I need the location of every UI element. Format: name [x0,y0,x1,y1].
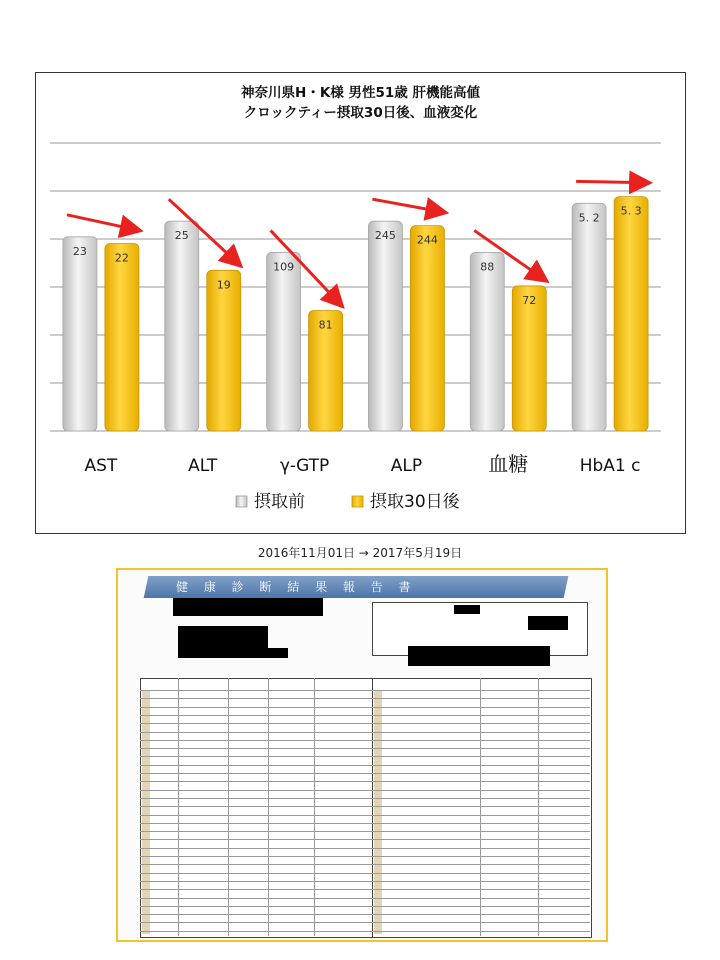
legend-label-after: 摂取30日後 [370,492,460,512]
data-label-before-2: 109 [273,260,295,274]
category-label-0: AST [84,456,118,476]
report-row-line [140,748,590,749]
data-label-after-3: 244 [416,233,438,247]
bar-before-2 [267,252,301,431]
report-column-line [268,678,269,936]
report-row-line [140,881,590,882]
report-row-line [140,848,590,849]
report-row-line [140,815,590,816]
chart-panel [35,72,686,534]
report-row-line [140,798,590,799]
report-row-line [140,898,590,899]
legend-label-before: 摂取前 [254,492,305,512]
legend-swatch-after [352,496,363,507]
data-label-after-4: 72 [522,293,537,307]
report-row-line [140,922,590,923]
report-row-line [140,690,590,691]
redaction-name [173,598,323,616]
report-results-table [140,678,374,938]
report-row-line [140,823,590,824]
report-title: 健 康 診 断 結 果 報 告 書 [176,580,417,594]
change-arrow-5 [576,181,644,182]
bar-before-0 [63,237,97,431]
report-row-line [140,889,590,890]
data-label-before-0: 23 [72,244,87,258]
redaction-id [178,648,288,658]
report-row-line [140,723,590,724]
chart-title-line-2: クロックティー摂取30日後、血液変化 [243,105,478,121]
report-row-line [140,831,590,832]
change-arrow-3 [372,199,440,211]
category-label-3: ALP [390,456,423,476]
health-report-photo [116,568,608,942]
report-row-line [140,906,590,907]
data-label-before-4: 88 [480,260,495,274]
date-range-caption: 2016年11月01日 → 2017年5月19日 [257,546,463,560]
redaction-birthdate [454,605,480,614]
report-row-line [140,864,590,865]
report-row-line [140,931,590,932]
report-row-line [140,914,590,915]
bar-after-1 [207,270,241,431]
report-column-line [314,678,315,936]
data-label-after-1: 19 [216,278,231,292]
bar-after-5 [614,197,648,431]
category-label-4: 血糖 [488,452,529,476]
report-row-line [140,839,590,840]
redaction-address [178,626,268,648]
bar-after-3 [410,226,444,431]
data-label-after-0: 22 [114,251,129,265]
report-row-line [140,781,590,782]
data-label-before-5: 5. 2 [578,211,600,225]
data-label-before-3: 245 [374,229,396,243]
data-label-before-1: 25 [174,229,189,243]
report-row-line [140,707,590,708]
report-column-line [538,678,539,936]
category-label-5: HbA1 c [579,456,641,476]
bar-before-3 [368,221,402,431]
report-column-line [228,678,229,936]
report-row-line [140,856,590,857]
report-row-line [140,715,590,716]
redaction-insurance [528,616,568,630]
bar-chart [36,73,687,535]
category-label-1: ALT [188,456,218,476]
report-row-line [140,765,590,766]
data-label-after-2: 81 [318,318,333,332]
bar-before-4 [470,252,504,431]
report-column-line [178,678,179,936]
legend-swatch-before [236,496,247,507]
category-label-2: γ-GTP [279,456,330,476]
report-column-line [480,678,481,936]
bar-after-4 [512,286,546,431]
report-row-line [140,790,590,791]
report-title-banner [144,576,569,598]
chart-title-line-1: 神奈川県H・K様 男性51歳 肝機能高値 [241,85,480,101]
bar-before-5 [572,203,606,431]
bar-before-1 [165,221,199,431]
report-row-line [140,698,590,699]
report-findings-table [372,678,592,938]
data-label-after-5: 5. 3 [620,204,642,218]
report-row-line [140,756,590,757]
report-row-line [140,732,590,733]
bar-after-0 [105,244,139,431]
change-arrow-0 [67,215,135,230]
report-row-line [140,740,590,741]
report-row-line [140,806,590,807]
report-row-line [140,773,590,774]
report-row-line [140,873,590,874]
redaction-personal-number [408,646,550,666]
